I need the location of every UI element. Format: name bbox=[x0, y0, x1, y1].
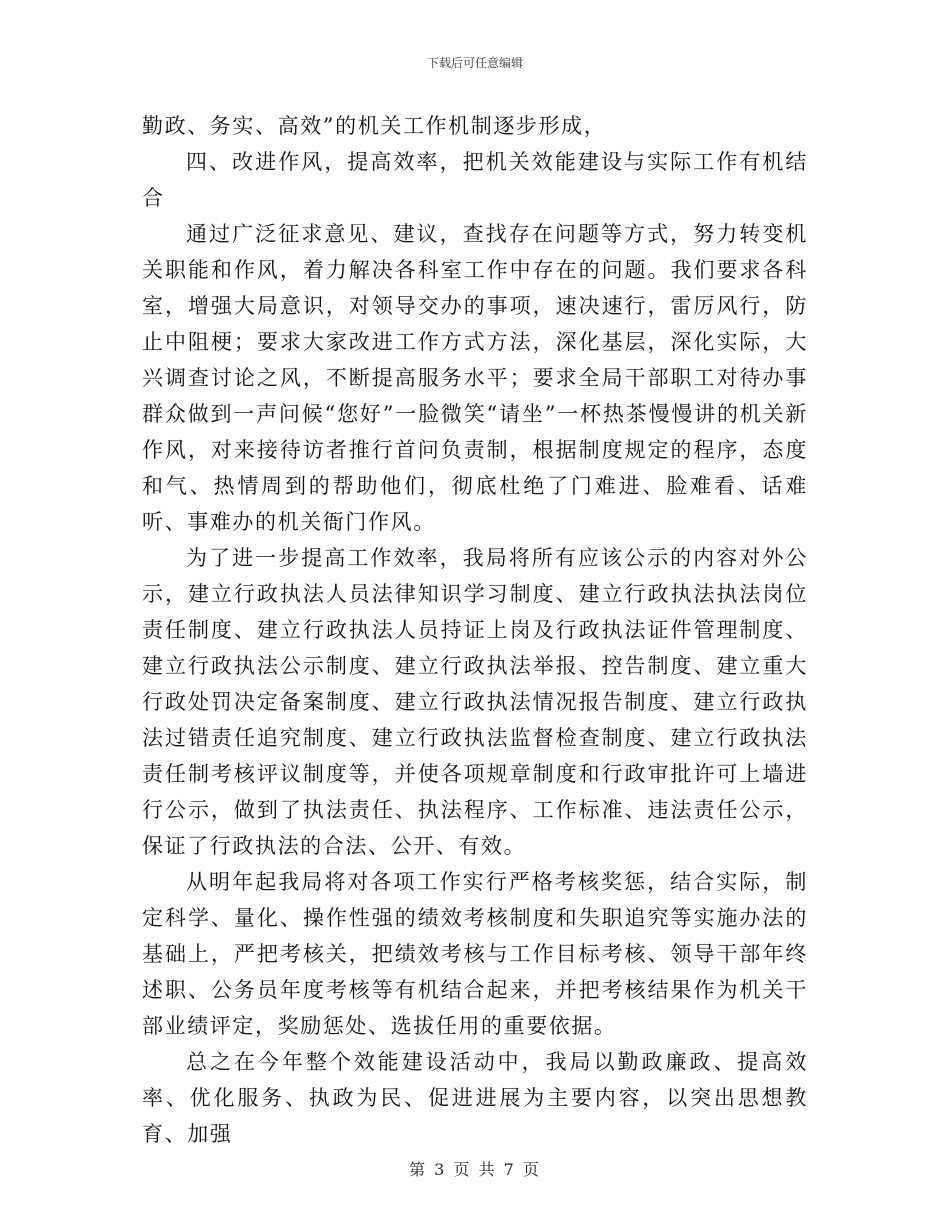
paragraph-1: 勤政、务实、高效”的机关工作机制逐步形成， bbox=[142, 114, 607, 138]
page-number: 第 3 页 共 7 页 bbox=[409, 1160, 541, 1179]
paragraph-3: 通过广泛征求意见、建议，查找存在问题等方式，努力转变机关职能和作风，着力解决各科室工作中存在的问题。我们要求各科室，增强大局意识，对领导交办的事项，速决速行，雷厉风行，防止中阻梗；要求大家改进工作方式方法，深化基层，深化实际，大兴调查讨论之风，不断提高服务水平；要求全局干部职工对待办事群众做到一声问候“您好”一脸微笑“请坐”一杯热茶慢慢讲的机关新作风，对来接待访者推行首问负责制，根据制度规定的程序，态度和气、热情周到的帮助他们，彻底杜绝了门难进、脸难看、话难听、事难办的机关衙门作风。 bbox=[142, 222, 808, 534]
paragraph-5: 从明年起我局将对各项工作实行严格考核奖惩，结合实际，制定科学、量化、操作性强的绩效考核制度和失职追究等实施办法的基础上，严把考核关，把绩效考核与工作目标考核、领导干部年终述职、公务员年度考核等有机结合起来，并把考核结果作为机关干部业绩评定，奖励惩处、选拔任用的重要依据。 bbox=[142, 870, 808, 1038]
paragraph-6: 总之在今年整个效能建设活动中，我局以勤政廉政、提高效率、优化服务、执政为民、促进进展为主要内容，以突出思想教育、加强 bbox=[142, 1050, 808, 1146]
page-header: 下载后可任意编辑 bbox=[426, 56, 523, 70]
section-heading: 四、改进作风，提高效率，把机关效能建设与实际工作有机结合 bbox=[142, 150, 808, 210]
paragraph-4: 为了进一步提高工作效率，我局将所有应该公示的内容对外公示，建立行政执法人员法律知识学习制度、建立行政执法执法岗位责任制度、建立行政执法人员持证上岗及行政执法证件管理制度、建立行政执法公示制度、建立行政执法举报、控告制度、建立重大行政处罚决定备案制度、建立行政执法情况报告制度、建立行政执法过错责任追究制度、建立行政执法监督检查制度、建立行政执法责任制考核评议制度等，并使各项规章制度和行政审批许可上墙进行公示，做到了执法责任、执法程序、工作标准、违法责任公示，保证了行政执法的合法、公开、有效。 bbox=[142, 546, 808, 858]
document-body bbox=[142, 108, 808, 1152]
